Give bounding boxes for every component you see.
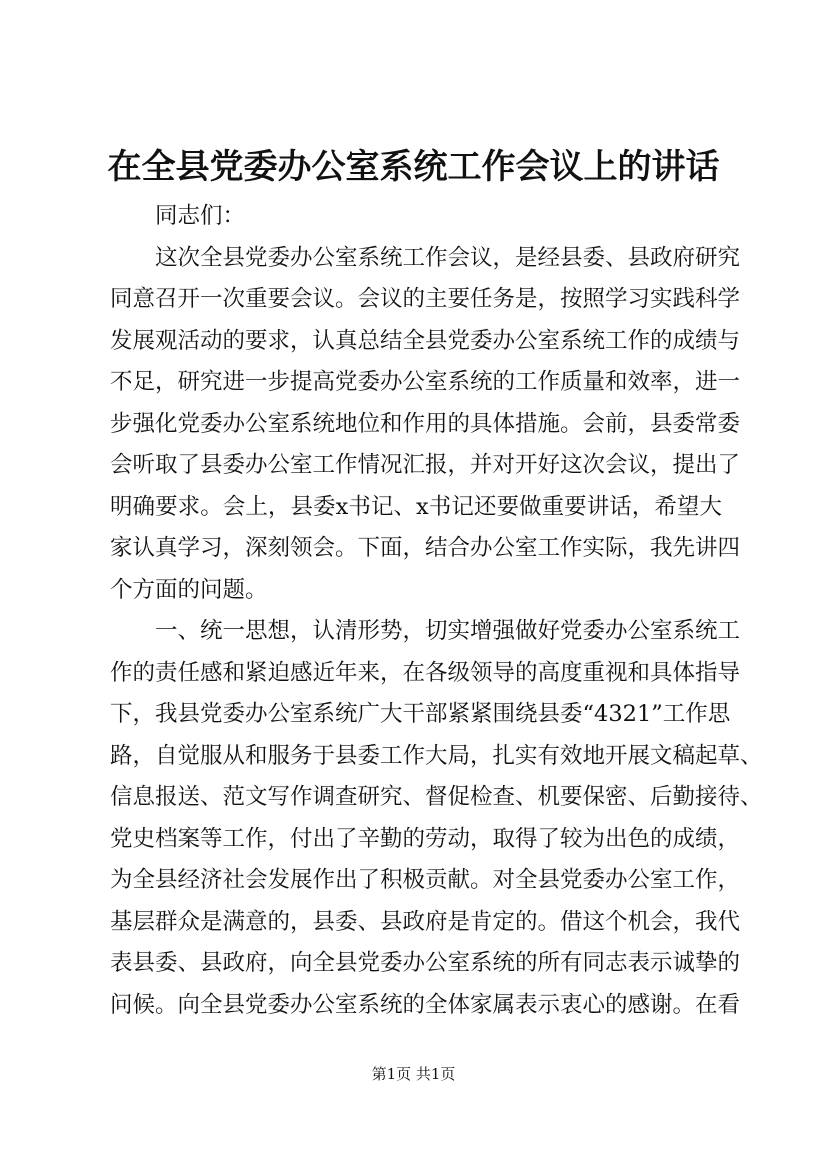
paragraph-line: 同意召开一次重要会议。会议的主要任务是，按照学习实践科学	[110, 286, 741, 312]
page-number-footer: 第1页 共1页	[371, 1065, 456, 1083]
paragraph-line: 党史档案等工作，付出了辛勤的劳动，取得了较为出色的成绩，	[110, 825, 741, 852]
paragraph-line: 下，我县党委办公室系统广大干部紧紧围绕县委“4321”工作思	[110, 701, 731, 727]
paragraph-line: 这次全县党委办公室系统工作会议，是经县委、县政府研究	[155, 244, 741, 271]
paragraph-line: 会听取了县委办公室工作情况汇报，并对开好这次会议，提出了	[110, 452, 741, 478]
paragraph-line: 不足，研究进一步提高党委办公室系统的工作质量和效率，进一	[110, 369, 741, 395]
paragraph-line: 家认真学习，深刻领会。下面，结合办公室工作实际，我先讲四	[110, 535, 741, 561]
paragraph-line: 问候。向全县党委办公室系统的全体家属表示衷心的感谢。在看	[110, 991, 741, 1018]
paragraph-line: 步强化党委办公室系统地位和作用的具体措施。会前，县委常委	[110, 410, 741, 437]
document-body	[110, 196, 763, 1026]
paragraph-line: 一、统一思想，认清形势，切实增强做好党委办公室系统工	[155, 618, 741, 644]
paragraph-line: 个方面的问题。	[110, 576, 268, 603]
paragraph-line: 作的责任感和紧迫感近年来，在各级领导的高度重视和具体指导	[110, 659, 741, 686]
paragraph-line: 明确要求。会上，县委x书记、x书记还要做重要讲话，希望大	[110, 493, 722, 520]
paragraph-line: 基层群众是满意的，县委、县政府是肯定的。借这个机会，我代	[110, 908, 741, 935]
document-title: 在全县党委办公室系统工作会议上的讲话	[107, 147, 720, 187]
greeting-line: 同志们：	[155, 203, 246, 229]
paragraph-line: 信息报送、范文写作调查研究、督促检查、机要保密、后勤接待、	[110, 784, 763, 810]
paragraph-line: 发展观活动的要求，认真总结全县党委办公室系统工作的成绩与	[110, 327, 741, 354]
paragraph-line: 表县委、县政府，向全县党委办公室系统的所有同志表示诚挚的	[110, 950, 741, 976]
paragraph-line: 为全县经济社会发展作出了积极贡献。对全县党委办公室工作，	[110, 867, 741, 893]
paragraph-line: 路，自觉服从和服务于县委工作大局，扎实有效地开展文稿起草、	[110, 742, 763, 769]
